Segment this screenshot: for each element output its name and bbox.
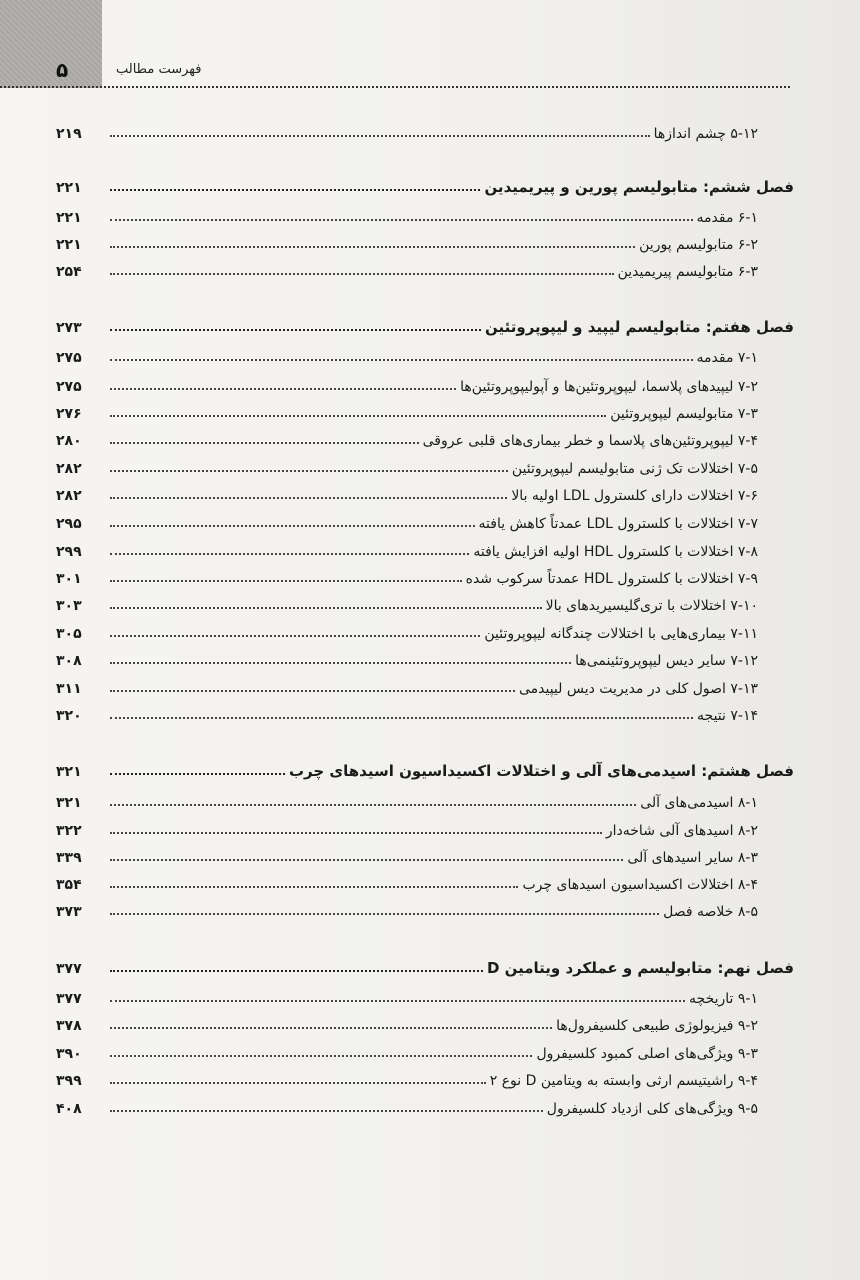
dot-leader <box>110 1110 543 1112</box>
dot-leader <box>110 970 483 972</box>
dot-leader <box>110 553 469 555</box>
toc-entry-row <box>56 785 794 811</box>
toc-page-number: ۳۵۴ <box>56 877 82 893</box>
toc-entry-title: ۶-۲ متابولیسم پورین <box>639 237 758 253</box>
toc-entry-title: ۷-۱۰ اختلالات با تری‌گلیسیریدهای بالا <box>545 598 758 614</box>
toc-page-number: ۳۰۸ <box>56 653 82 669</box>
toc-page-number: ۲۷۳ <box>56 320 82 336</box>
running-header-title: فهرست مطالب <box>116 62 202 77</box>
toc-page-number: ۲۸۲ <box>56 461 82 477</box>
dot-leader <box>110 135 650 137</box>
dot-leader <box>110 662 571 664</box>
toc-page-number: ۲۷۵ <box>56 379 82 395</box>
toc-entry-row <box>56 451 794 477</box>
dot-leader <box>110 415 606 417</box>
toc-page-number: ۳۹۰ <box>56 1046 82 1062</box>
dot-leader <box>110 246 635 248</box>
toc-page-number: ۲۷۵ <box>56 350 82 366</box>
dot-leader <box>110 804 636 806</box>
toc-entry-row <box>56 369 794 395</box>
toc-entry-title: ۷-۱۴ نتیجه <box>697 708 758 724</box>
dot-leader <box>110 717 693 719</box>
toc-entry-row <box>56 671 794 697</box>
dot-leader <box>110 690 515 692</box>
toc-entry-title: ۷-۱۳ اصول کلی در مدیریت دیس لیپیدمی <box>518 681 758 697</box>
toc-entry-row <box>56 867 794 893</box>
toc-entry-title: ۸-۵ خلاصه فصل <box>663 904 758 920</box>
toc-page-number: ۳۱۱ <box>56 681 82 697</box>
dot-leader <box>110 442 419 444</box>
toc-entry-row <box>56 894 794 920</box>
toc-entry-row <box>56 396 794 422</box>
toc-entry-title: ۷-۶ اختلالات دارای کلسترول LDL اولیه بالا <box>511 488 758 504</box>
toc-page-number: ۴۰۸ <box>56 1101 82 1117</box>
toc-entry-title: ۹-۴ راشیتیسم ارثی وابسته به ویتامین D نوع ۲ <box>489 1073 758 1089</box>
toc-page-number: ۳۷۷ <box>56 961 82 977</box>
toc-entry-title: ۷-۹ اختلالات با کلسترول HDL عمدتاً سرکوب شده <box>465 571 758 587</box>
toc-entry-row <box>56 813 794 839</box>
toc-entry-row <box>56 254 794 280</box>
page-number: ۵ <box>56 58 69 82</box>
toc-entry-row <box>56 1063 794 1089</box>
toc-page-number: ۲۷۶ <box>56 406 82 422</box>
toc-entry-title: ۶-۳ متابولیسم پیریمیدین <box>617 264 758 280</box>
toc-page-number: ۳۲۱ <box>56 764 82 780</box>
dot-leader <box>110 1027 552 1029</box>
toc-entry-title: ۷-۵ اختلالات تک ژنی متابولیسم لیپوپروتئین <box>511 461 758 477</box>
toc-entry-row <box>56 588 794 614</box>
dot-leader <box>110 359 693 361</box>
toc-entry-title: ۷-۱۲ سایر دیس لیپوپروتئینمی‌ها <box>575 653 758 669</box>
toc-page-number: ۳۲۰ <box>56 708 82 724</box>
toc-page-number: ۳۰۳ <box>56 598 82 614</box>
dot-leader <box>110 219 693 221</box>
toc-entry-title: ۵-۱۲ چشم اندازها <box>653 126 758 142</box>
toc-page-number: ۲۹۵ <box>56 516 82 532</box>
toc-entry-row <box>56 116 794 142</box>
toc-entry-row <box>56 698 794 724</box>
toc-entry-row <box>56 1008 794 1034</box>
toc-entry-title: ۷-۷ اختلالات با کلسترول LDL عمدتاً کاهش یافته <box>478 516 758 532</box>
toc-chapter-title: فصل هشتم: اسیدمی‌های آلی و اختلالات اکسیداسیون اسیدهای چرب <box>288 762 794 780</box>
toc-page-number: ۲۲۱ <box>56 237 82 253</box>
toc-chapter-row <box>56 951 794 977</box>
toc-page-number: ۳۳۹ <box>56 850 82 866</box>
toc-page-number: ۲۲۱ <box>56 180 82 196</box>
toc-entry-row <box>56 200 794 226</box>
toc-page-number: ۳۷۸ <box>56 1018 82 1034</box>
toc-entry-title: ۶-۱ مقدمه <box>696 210 758 226</box>
dot-leader <box>110 635 480 637</box>
dot-leader <box>110 1082 486 1084</box>
dot-leader <box>110 497 507 499</box>
toc-page-number: ۳۷۷ <box>56 991 82 1007</box>
toc-chapter-row <box>56 754 794 780</box>
toc-entry-row <box>56 478 794 504</box>
toc-entry-title: ۷-۲ لیپیدهای پلاسما، لیپوپروتئین‌ها و آپولیپوپروتئین‌ها <box>460 379 758 395</box>
dot-leader <box>110 913 659 915</box>
dot-leader <box>110 859 623 861</box>
toc-entry-row <box>56 340 794 366</box>
dot-leader <box>110 832 602 834</box>
toc-chapter-title: فصل نهم: متابولیسم و عملکرد ویتامین D <box>486 959 794 977</box>
toc-entry-title: ۹-۵ ویژگی‌های کلی ازدیاد کلسیفرول <box>546 1101 758 1117</box>
dot-leader <box>110 773 285 775</box>
toc-entry-title: ۷-۳ متابولیسم لیپوپروتئین <box>610 406 758 422</box>
toc-page-number: ۳۰۵ <box>56 626 82 642</box>
toc-entry-title: ۷-۸ اختلالات با کلسترول HDL اولیه افزایش یافته <box>473 544 758 560</box>
toc-entry-row <box>56 840 794 866</box>
toc-entry-row <box>56 981 794 1007</box>
dot-leader <box>110 273 614 275</box>
toc-entry-title: ۹-۲ فیزیولوژی طبیعی کلسیفرول‌ها <box>556 1018 758 1034</box>
toc-page-number: ۲۱۹ <box>56 126 82 142</box>
toc-entry-row <box>56 616 794 642</box>
toc-page-number: ۳۹۹ <box>56 1073 82 1089</box>
toc-entry-row <box>56 534 794 560</box>
toc-page-number: ۲۹۹ <box>56 544 82 560</box>
toc-page-number: ۳۷۳ <box>56 904 82 920</box>
toc-page-number: ۲۲۱ <box>56 210 82 226</box>
toc-chapter-title: فصل هفتم: متابولیسم لیپید و لیپوپروتئین <box>485 318 794 336</box>
dot-leader <box>110 1055 532 1057</box>
toc-page-number: ۳۰۱ <box>56 571 82 587</box>
toc-entry-title: ۹-۱ تاریخچه <box>689 991 758 1007</box>
dot-leader <box>110 886 518 888</box>
dot-leader <box>110 189 480 191</box>
toc-chapter-title: فصل ششم: متابولیسم پورین و پیریمیدین <box>484 178 794 196</box>
toc-page-number: ۲۸۰ <box>56 433 82 449</box>
dot-leader <box>110 388 456 390</box>
toc-page-number: ۲۸۲ <box>56 488 82 504</box>
header-dotted-rule <box>0 86 790 88</box>
toc-page-number: ۳۲۲ <box>56 823 82 839</box>
toc-entry-row <box>56 506 794 532</box>
toc-entry-title: ۸-۳ سایر اسیدهای آلی <box>627 850 758 866</box>
dot-leader <box>110 1000 685 1002</box>
toc-entry-row <box>56 561 794 587</box>
toc-chapter-row <box>56 170 794 196</box>
toc-entry-row <box>56 227 794 253</box>
toc-entry-title: ۷-۱ مقدمه <box>696 350 758 366</box>
dot-leader <box>110 329 481 331</box>
toc-entry-title: ۷-۱۱ بیماری‌هایی با اختلالات چندگانه لیپوپروتئین <box>484 626 758 642</box>
toc-entry-title: ۸-۱ اسیدمی‌های آلی <box>640 795 758 811</box>
page-number-tab <box>0 0 102 88</box>
toc-entry-title: ۸-۴ اختلالات اکسیداسیون اسیدهای چرب <box>522 877 758 893</box>
toc-entry-title: ۸-۲ اسیدهای آلی شاخه‌دار <box>605 823 758 839</box>
toc-entry-row <box>56 1036 794 1062</box>
toc-chapter-row <box>56 310 794 336</box>
dot-leader <box>110 580 462 582</box>
toc-entry-title: ۷-۴ لیپوپروتئین‌های پلاسما و خطر بیماری‌های قلبی عروقی <box>422 433 758 449</box>
toc-page-number: ۲۵۴ <box>56 264 82 280</box>
dot-leader <box>110 470 508 472</box>
dot-leader <box>110 525 475 527</box>
toc-entry-row <box>56 1091 794 1117</box>
toc-entry-row <box>56 423 794 449</box>
toc-entry-title: ۹-۳ ویژگی‌های اصلی کمبود کلسیفرول <box>536 1046 758 1062</box>
toc-page-number: ۳۲۱ <box>56 795 82 811</box>
dot-leader <box>110 607 542 609</box>
toc-entry-row <box>56 643 794 669</box>
